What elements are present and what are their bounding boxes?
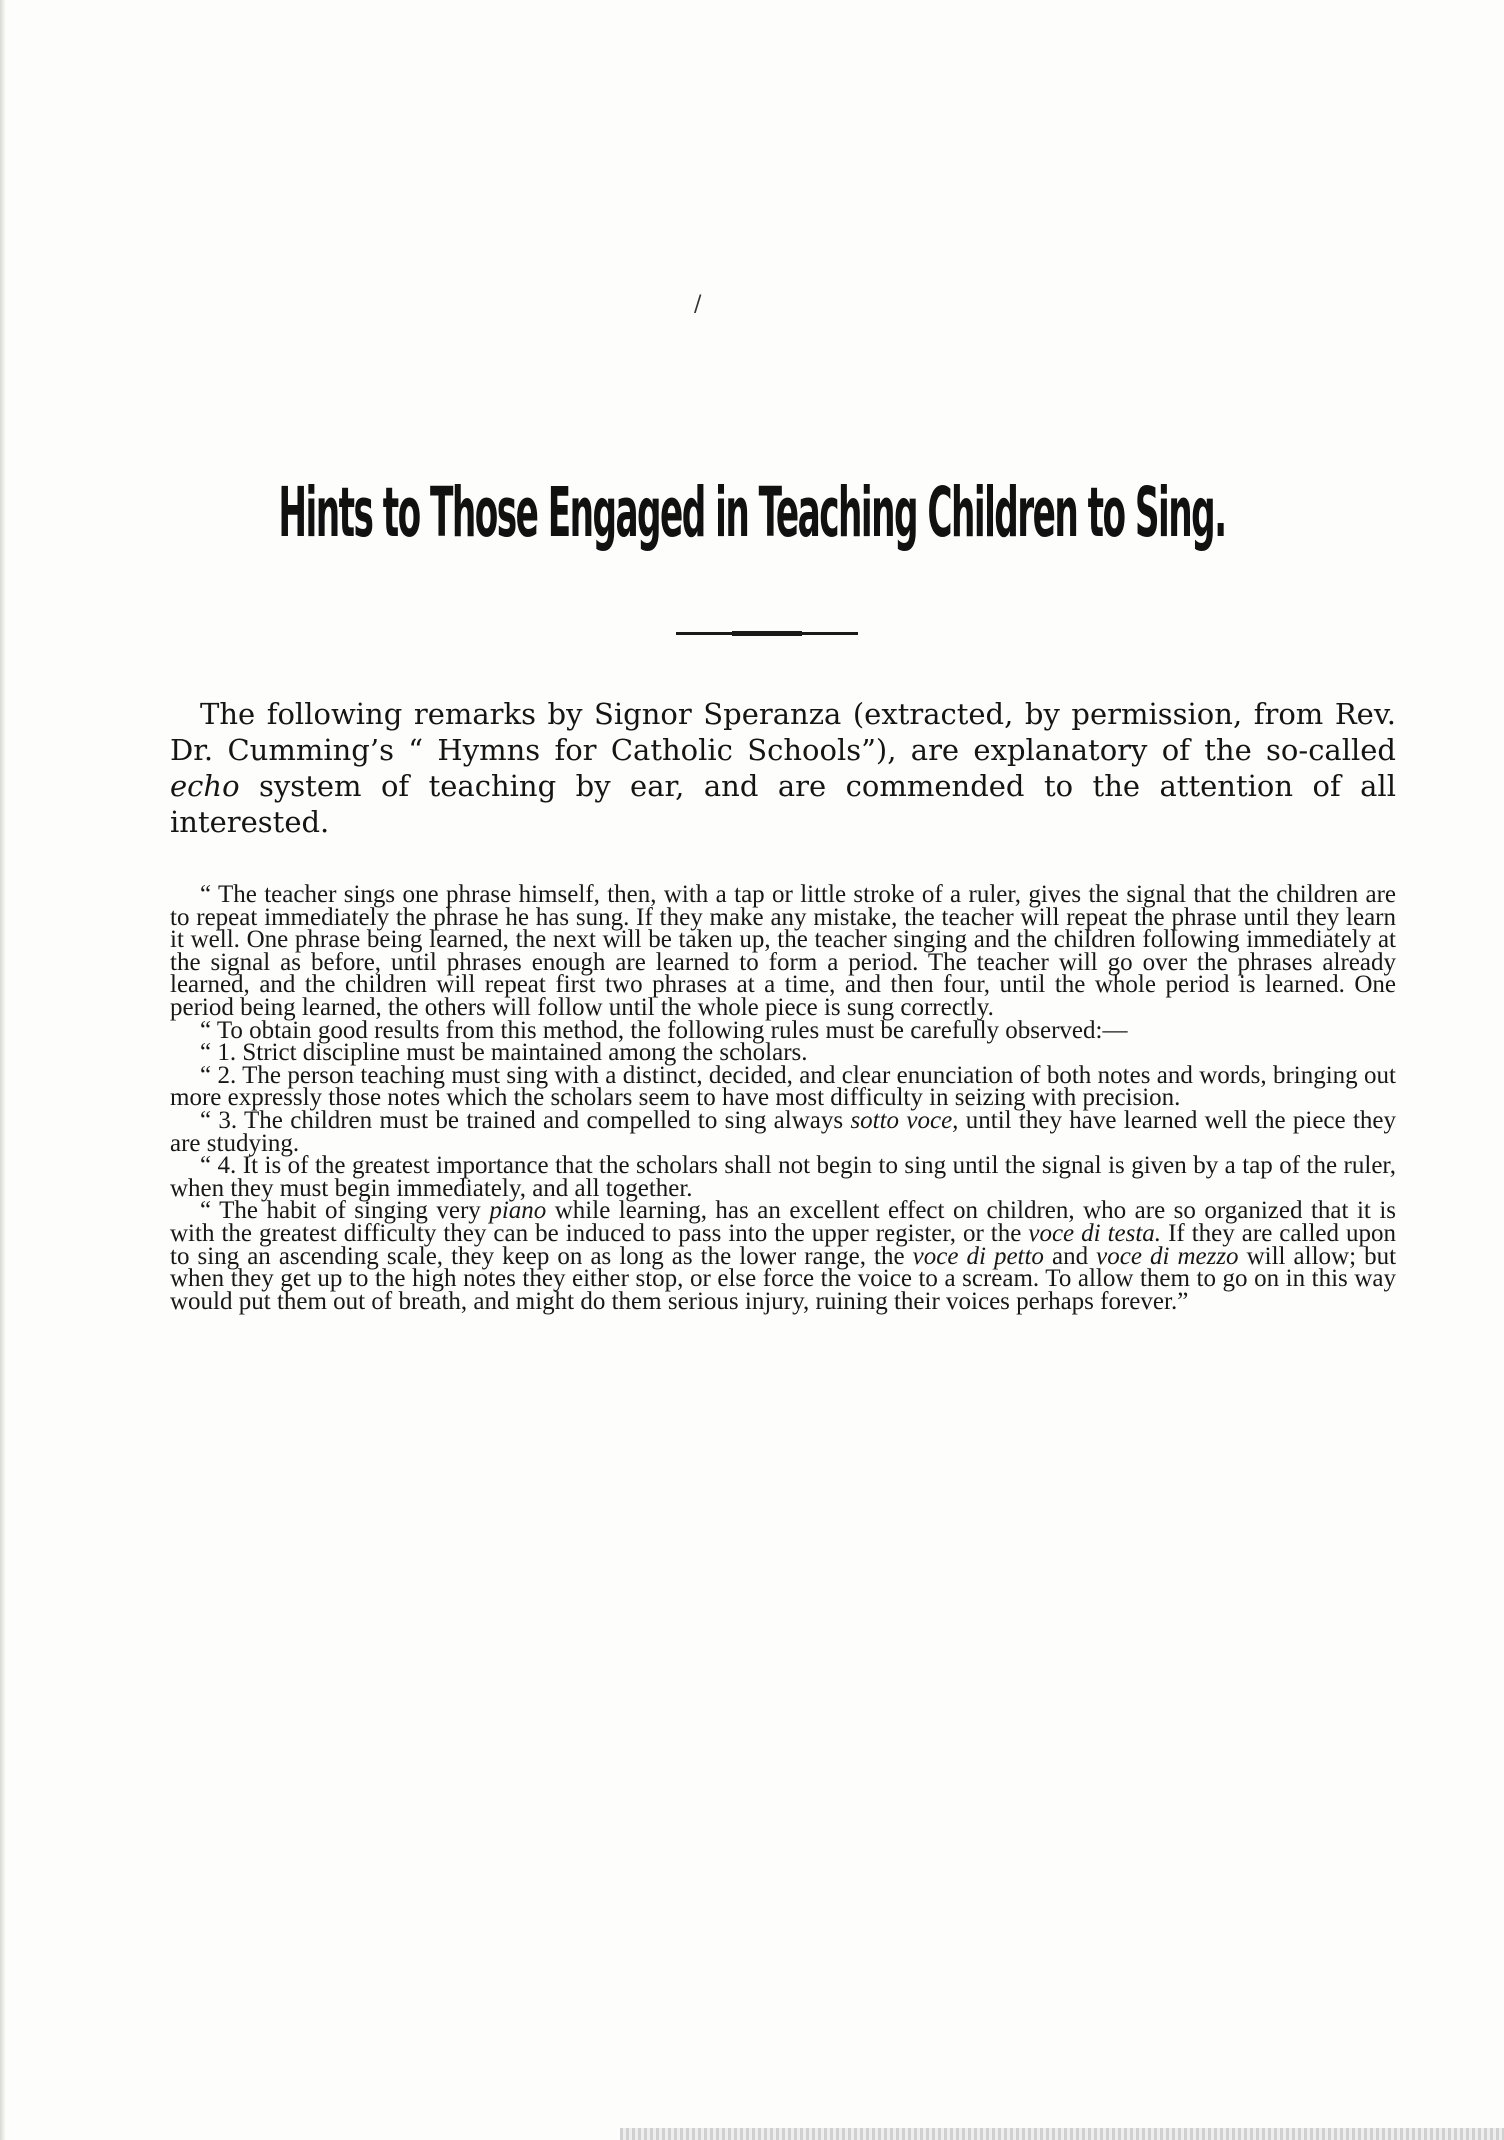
habit-text-3: If they are called upon to sing an ascending scale, they keep on as long as the lower range, the [170,1219,1396,1270]
quote-rule-1: “ 1. Strict discipline must be maintained among the scholars. [200,1039,808,1067]
quote-paragraph-habit [170,1197,1397,1315]
intro-text-end: system of teaching by ear, and are commended to the attention of all interested. [170,769,1396,839]
quote-rule-3 [170,1106,1396,1157]
quote-rule-2: “ 2. The person teaching must sing with a distinct, decided, and clear enunciation of both notes and words, bringing out more expressly those notes which the scholars seem to have most difficulty in seizing with precision. [170,1061,1396,1112]
quote-rule-3-text: “ 3. The children must be trained and compelled to sing always [200,1106,851,1134]
page-bottom-scan-edge [620,2128,1504,2140]
intro-paragraph [170,696,1396,840]
habit-italic-voce-di-petto: voce di petto [912,1242,1044,1270]
page-title: Hints to Those Engaged in Teaching Children to Sing. [278,473,1226,554]
quote-paragraph-rules-intro: “ To obtain good results from this method, the following rules must be carefully observed:— [200,1016,1128,1044]
habit-italic-voce-di-testa: voce di testa. [1028,1219,1162,1247]
quoted-remarks [170,881,1397,1315]
stray-mark: / [694,292,702,317]
title-divider [676,632,858,635]
intro-italic-term: echo [170,769,240,803]
habit-text-2: while learning, has an excellent effect on children, who are so organized that it is with the greatest difficulty they can be induced to pass into the upper register, or the [170,1197,1396,1247]
quote-rule-3-italic: sotto voce, [850,1106,959,1134]
quote-rule-3-text-end: until they have learned well the piece they are studying. [170,1106,1396,1157]
page-binding-edge [0,0,6,2140]
quote-rule-4: “ 4. It is of the greatest importance that the scholars shall not begin to sing until the signal is given by a tap of the ruler, when they must begin immediately, and all together. [170,1152,1396,1202]
habit-text-4: and [1043,1242,1097,1270]
intro-text: The following remarks by Signor Speranza (extracted, by permission, from Rev. Dr. Cumming’s “ Hymns for Catholic Schools”), are explanatory of the so-called [170,697,1396,767]
quote-paragraph-method: “ The teacher sings one phrase himself, then, with a tap or little stroke of a ruler, gives the signal that the children are to repeat immediately the phrase he has sung. If they make any mistake, the teacher will repeat the phrase until they learn it well. One phrase being learned, the next will be taken up, the teacher singing and the children following immediately at the signal as before, until phrases enough are learned to form a period. The teacher will go over the phrases already learned, and the children will repeat first two phrases at a time, and then four, until the whole period is learned. One period being learned, the others will follow until the whole piece is sung correctly. [170,881,1396,1021]
habit-text-1: “ The habit of singing very [200,1197,490,1225]
habit-italic-piano: piano [489,1197,547,1225]
habit-text-5: will allow; but when they get up to the high notes they either stop, or else force the voice to a scream. To allow them to go on in this way would put them out of breath, and might do them serious injury, ruining their voices perhaps forever.” [170,1242,1397,1315]
habit-italic-voce-di-mezzo: voce di mezzo [1096,1242,1239,1270]
